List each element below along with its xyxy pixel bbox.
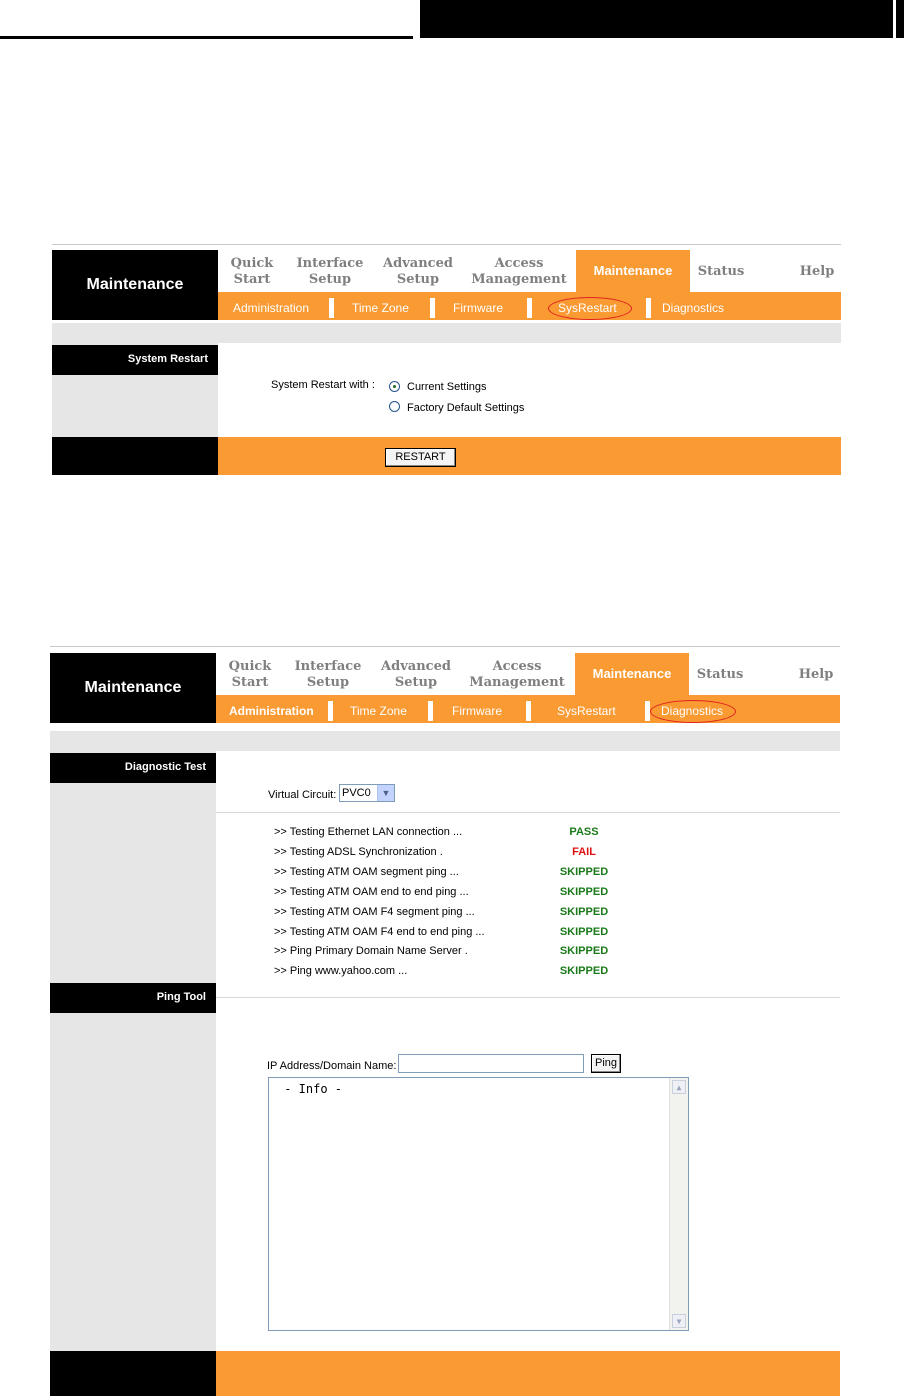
footer-orange <box>218 437 841 475</box>
test-name: >> Testing ATM OAM segment ping ... <box>274 866 459 878</box>
panel-top-rule <box>50 646 840 647</box>
footer-orange <box>216 1351 840 1396</box>
subnav-separator <box>646 298 651 318</box>
nav-label: Start <box>233 272 271 287</box>
vertical-scrollbar[interactable] <box>669 1078 688 1330</box>
footer-black <box>52 437 218 475</box>
subnav-separator <box>430 298 435 318</box>
test-result: SKIPPED <box>559 965 609 977</box>
ping-button[interactable]: Ping <box>591 1054 621 1073</box>
scroll-up-icon[interactable]: ▲ <box>672 1080 686 1094</box>
option-label: Current Settings <box>407 381 487 393</box>
nav-label: Management <box>471 272 567 287</box>
subnav-firmware[interactable]: Firmware <box>453 301 503 315</box>
section-label-system-restart: System Restart <box>52 345 218 375</box>
subnav-diagnostics[interactable]: Diagnostics <box>662 301 725 315</box>
subnav-diagnostics[interactable]: Diagnostics <box>661 704 724 718</box>
test-result: SKIPPED <box>559 866 609 878</box>
radio-factory-default[interactable] <box>389 401 400 412</box>
virtual-circuit-label: Virtual Circuit: <box>268 789 337 801</box>
divider <box>216 812 840 813</box>
nav-interface-setup[interactable] <box>288 659 368 691</box>
test-name: >> Testing ADSL Synchronization . <box>274 846 443 858</box>
nav-label: Setup <box>306 675 350 690</box>
divider <box>216 997 840 998</box>
nav-label: Setup <box>396 272 440 287</box>
nav-label: Interface <box>294 659 362 674</box>
subnav-administration[interactable]: Administration <box>233 301 310 315</box>
highlight-oval <box>650 700 736 723</box>
section-label-ping-tool: Ping Tool <box>50 983 216 1013</box>
option-label: Factory Default Settings <box>407 402 525 414</box>
nav-access-management[interactable] <box>468 256 570 288</box>
virtual-circuit-select[interactable] <box>339 784 395 802</box>
nav-help[interactable]: Help <box>799 264 835 279</box>
brand-title: Maintenance <box>52 250 218 320</box>
subnav-separator <box>428 701 433 721</box>
test-result: SKIPPED <box>559 906 609 918</box>
section-label-diagnostic-test: Diagnostic Test <box>50 753 216 783</box>
subnav-administration[interactable]: Administration <box>229 704 314 718</box>
test-name: >> Testing ATM OAM end to end ping ... <box>274 886 469 898</box>
scroll-down-icon[interactable]: ▼ <box>672 1314 686 1328</box>
subnav-separator <box>527 298 532 318</box>
test-name: >> Ping Primary Domain Name Server . <box>274 945 468 957</box>
ip-address-label: IP Address/Domain Name: <box>267 1060 397 1072</box>
info-textarea[interactable] <box>268 1077 689 1331</box>
nav-quick-start[interactable] <box>220 256 284 288</box>
nav-status[interactable]: Status <box>696 667 744 682</box>
restart-with-label: System Restart with : <box>271 379 375 391</box>
subnav-time-zone[interactable]: Time Zone <box>352 301 409 315</box>
nav-label: Advanced <box>383 256 453 271</box>
subnav-sysrestart[interactable]: SysRestart <box>558 301 617 315</box>
ip-address-input[interactable] <box>398 1054 584 1073</box>
nav-status[interactable]: Status <box>697 264 745 279</box>
nav-access-management[interactable] <box>466 659 568 691</box>
test-result: FAIL <box>572 846 596 858</box>
nav-interface-setup[interactable] <box>290 256 370 288</box>
spacer-bar <box>50 731 840 751</box>
nav-label: Start <box>231 675 269 690</box>
test-name: >> Testing ATM OAM F4 segment ping ... <box>274 906 475 918</box>
nav-maintenance[interactable]: Maintenance <box>576 250 690 292</box>
nav-maintenance[interactable]: Maintenance <box>575 653 689 695</box>
nav-quick-start[interactable] <box>218 659 282 691</box>
nav-label: Access <box>494 256 544 271</box>
nav-label: Management <box>469 675 565 690</box>
nav-label: Advanced <box>381 659 451 674</box>
test-name: >> Ping www.yahoo.com ... <box>274 965 408 977</box>
nav-label: Access <box>492 659 542 674</box>
header-black-bar <box>420 0 904 38</box>
left-column <box>50 751 216 1351</box>
subnav-separator <box>328 701 333 721</box>
header-notch <box>893 0 896 38</box>
info-text: - Info - <box>277 1082 343 1096</box>
nav-label: Setup <box>394 675 438 690</box>
panel-top-rule <box>52 244 841 245</box>
subnav-sysrestart[interactable]: SysRestart <box>557 704 616 718</box>
select-value: PVC0 <box>342 787 371 799</box>
subnav-firmware[interactable]: Firmware <box>452 704 502 718</box>
chevron-down-icon[interactable]: ▼ <box>377 785 394 801</box>
brand-title: Maintenance <box>50 653 216 723</box>
test-result: SKIPPED <box>559 945 609 957</box>
nav-advanced-setup[interactable] <box>376 256 460 288</box>
nav-label: Setup <box>308 272 352 287</box>
radio-current-settings[interactable] <box>389 381 400 392</box>
restart-button[interactable]: RESTART <box>385 448 456 467</box>
test-result: SKIPPED <box>559 886 609 898</box>
nav-label: Quick <box>228 659 272 674</box>
highlight-oval <box>548 297 632 320</box>
test-name: >> Testing Ethernet LAN connection ... <box>274 826 463 838</box>
test-result: SKIPPED <box>559 926 609 938</box>
subnav-time-zone[interactable]: Time Zone <box>350 704 407 718</box>
test-result: PASS <box>569 826 599 838</box>
nav-label: Interface <box>296 256 364 271</box>
subnav-separator <box>329 298 334 318</box>
subnav-separator <box>526 701 531 721</box>
footer-black <box>50 1351 216 1396</box>
test-name: >> Testing ATM OAM F4 end to end ping ... <box>274 926 485 938</box>
spacer-bar <box>52 323 841 343</box>
nav-advanced-setup[interactable] <box>374 659 458 691</box>
header-rule <box>0 0 413 39</box>
nav-help[interactable]: Help <box>798 667 834 682</box>
nav-label: Quick <box>230 256 274 271</box>
